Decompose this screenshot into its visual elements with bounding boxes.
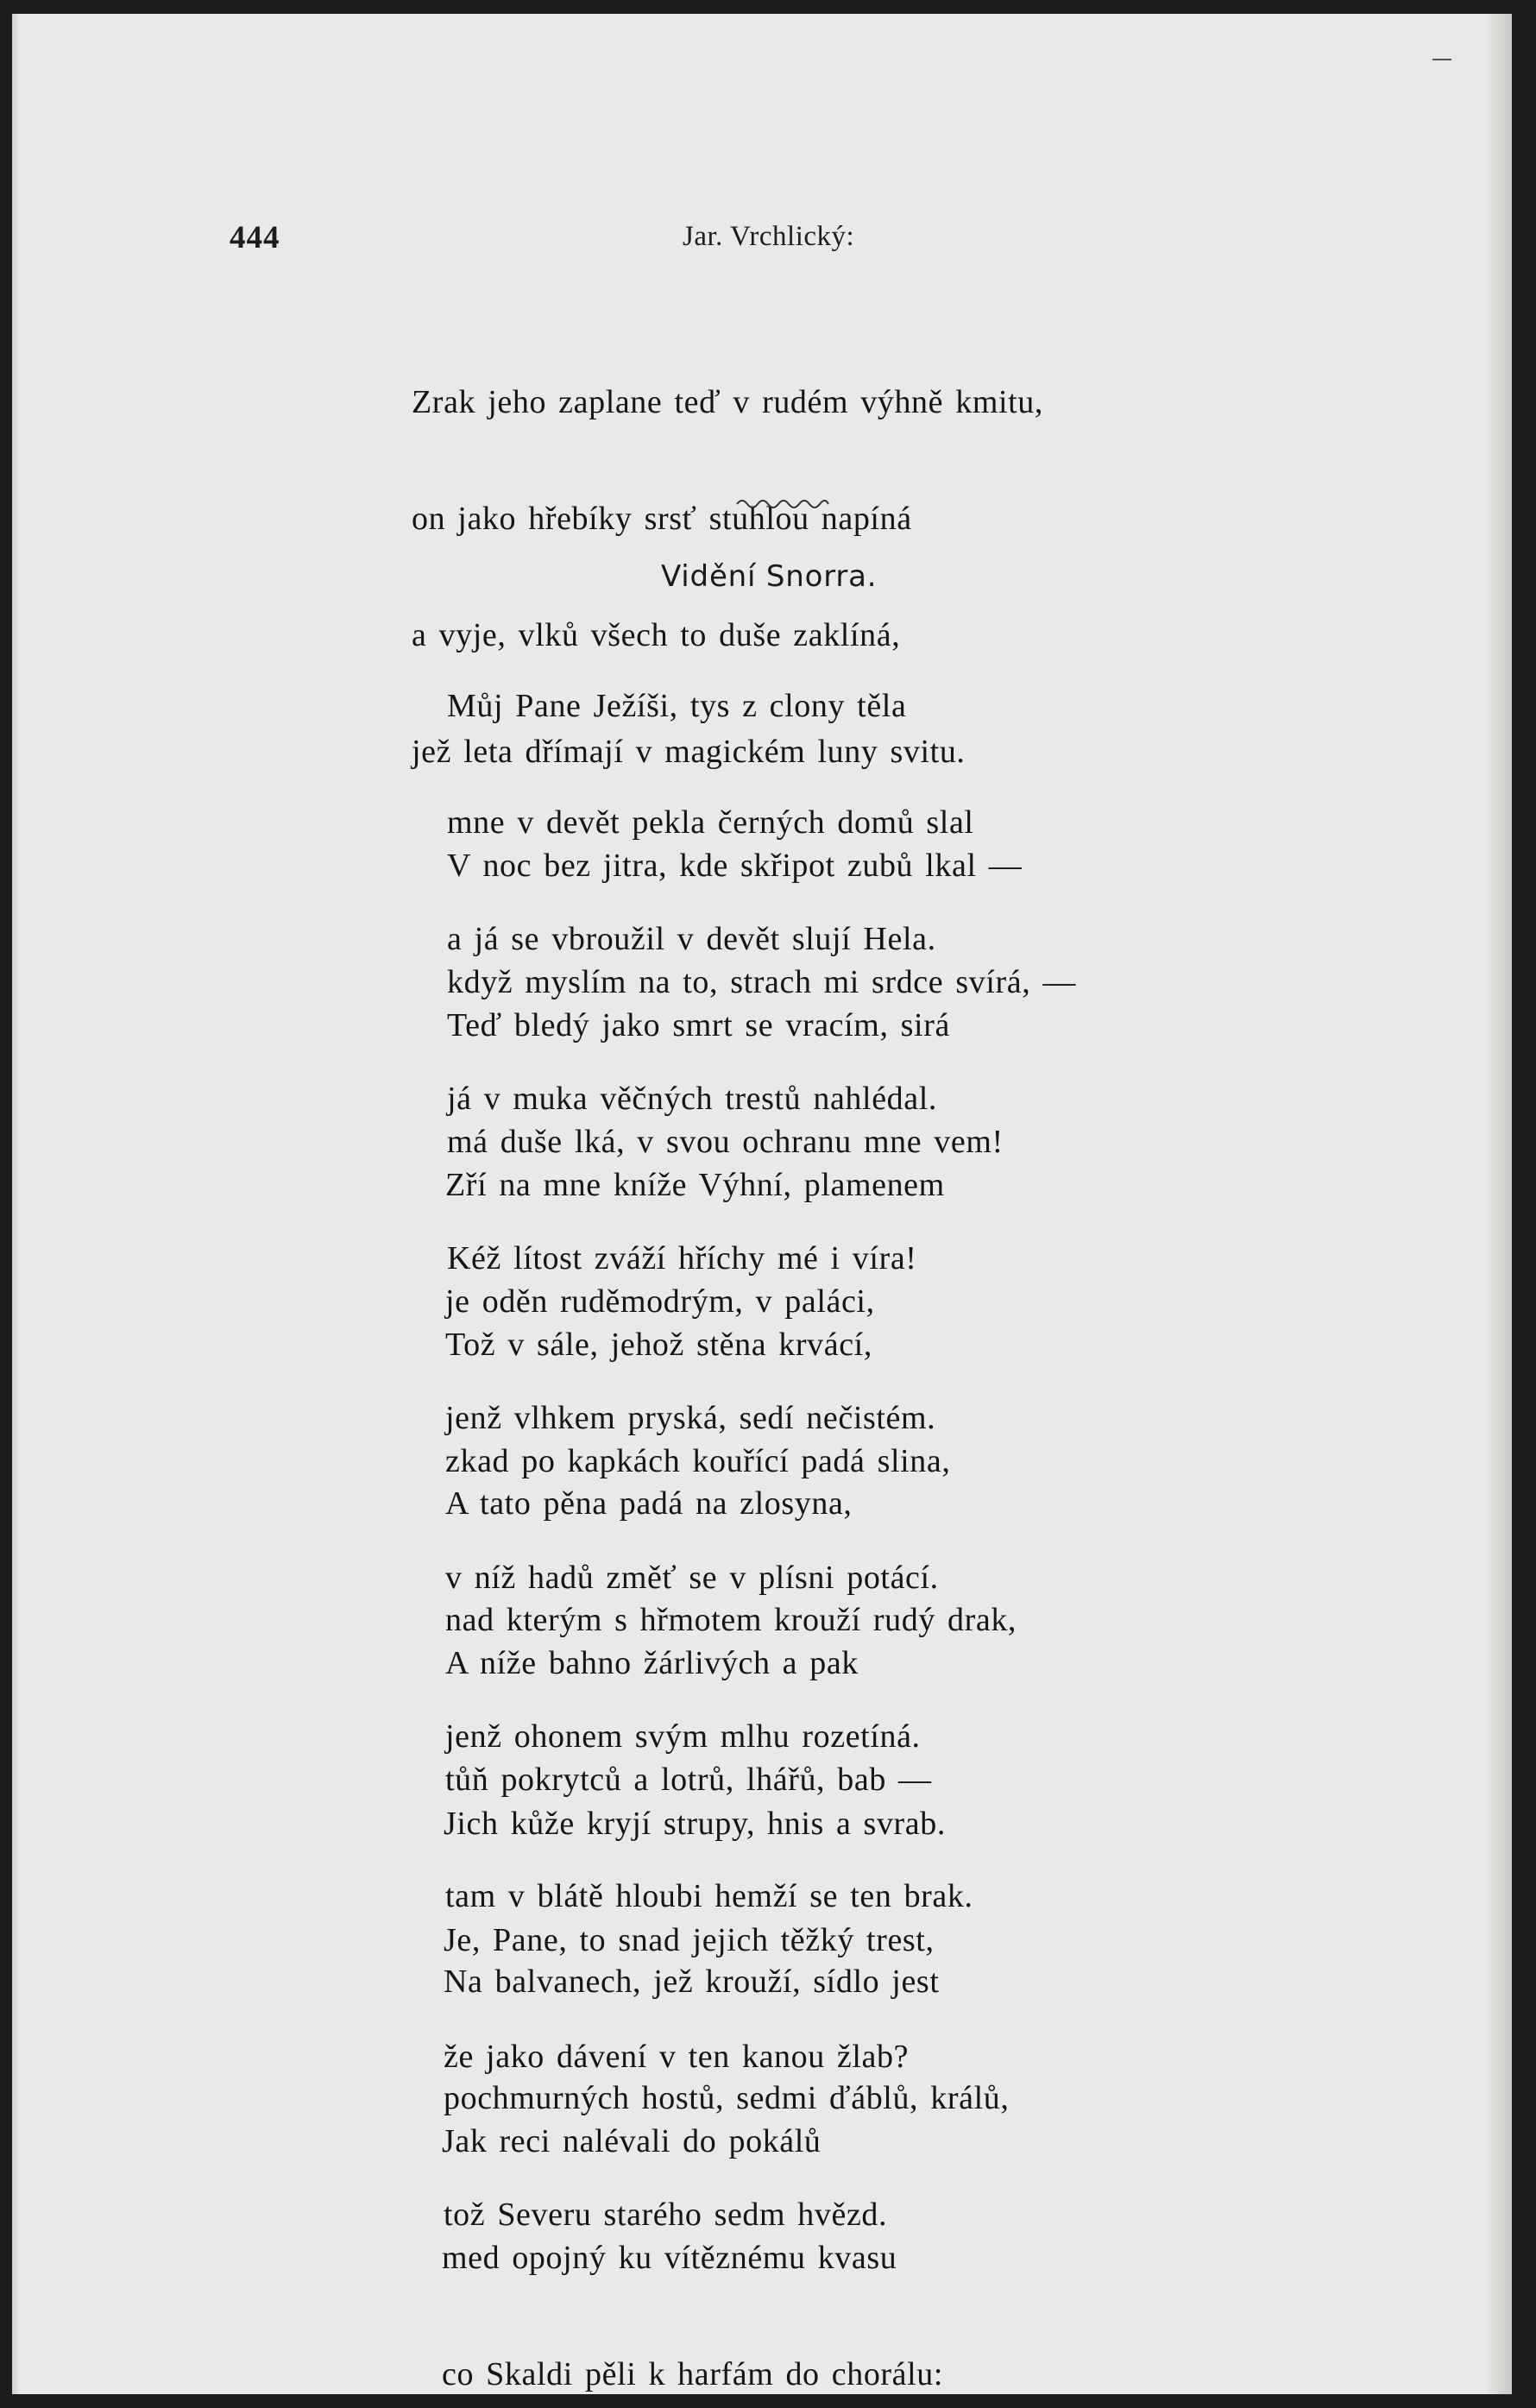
book-page	[12, 14, 1512, 2394]
verse-line: jenž vlhkem pryská, sedí nečistém.	[445, 1400, 936, 1436]
verse-line: Kéž lítost zváží hříchy mé i víra!	[447, 1240, 917, 1276]
page-edge-shadow-left	[12, 14, 21, 2394]
verse-line: co Skaldi pěli k harfám do chorálu:	[442, 2356, 944, 2392]
verse-line: má duše lká, v svou ochranu mne vem!	[447, 1124, 1004, 1160]
verse-line: V noc bez jitra, kde skřipot zubů lkal —	[447, 848, 1023, 884]
verse-line: nad kterým s hřmotem krouží rudý drak,	[445, 1602, 1017, 1638]
verse-line: zkad po kapkách kouřící padá slina,	[445, 1443, 951, 1479]
wavy-ornament-divider	[735, 495, 830, 513]
verse-line: jenž ohonem svým mlhu rozetíná.	[445, 1718, 921, 1755]
verse-line: v níž hadů změť se v plísni potácí.	[445, 1560, 939, 1596]
verse-line: když myslím na to, strach mi srdce svírá, —	[447, 964, 1076, 1000]
verse-line: Zrak jeho zaplane teď v rudém výhně kmitu,	[412, 384, 1043, 420]
verse-line: A níže bahno žárlivých a pak	[445, 1645, 859, 1681]
page-number: 444	[230, 220, 280, 255]
verse-line: mne v devět pekla černých domů slal	[447, 804, 974, 841]
running-head	[230, 219, 1179, 262]
verse-line: já v muka věčných trestů nahlédal.	[447, 1081, 937, 1117]
verse-line: a vyje, vlků všech to duše zaklíná,	[412, 617, 901, 653]
verse-line: tož Severu starého sedm hvězd.	[444, 2197, 888, 2233]
verse-line: med opojný ku vítěznému kvasu	[442, 2240, 897, 2276]
verse-line: Na balvanech, jež krouží, sídlo jest	[444, 1964, 940, 2000]
verse-line: A tato pěna padá na zlosyna,	[445, 1485, 853, 1522]
verse-line: jež leta dřímají v magickém luny svitu.	[412, 734, 966, 770]
verse-line: Jak reci nalévali do pokálů	[442, 2123, 822, 2159]
verse-line: tam v blátě hloubi hemží se ten brak.	[445, 1878, 973, 1914]
verse-line: Teď bledý jako smrt se vracím, sirá	[447, 1007, 950, 1043]
page-edge-shadow-right	[1488, 14, 1512, 2394]
verse-line: on jako hřebíky srsť stuhlou napíná	[412, 501, 912, 537]
verse-line: tůň pokrytců a lotrů, lhářů, bab —	[445, 1762, 932, 1798]
running-head-author: Jar. Vrchlický:	[683, 221, 855, 252]
verse-line: a já se vbroužil v devět slují Hela.	[447, 921, 936, 957]
verse-line: Můj Pane Ježíši, tys z clony těla	[447, 688, 907, 724]
verse-line: pochmurných hostů, sedmi ďáblů, králů,	[444, 2080, 1010, 2116]
margin-mark	[1432, 59, 1451, 60]
stanza-10	[442, 2045, 943, 2394]
verse-line: je oděn ruděmodrým, v paláci,	[445, 1283, 875, 1320]
verse-line: Tož v sále, jehož stěna krvácí,	[445, 1327, 872, 1363]
verse-line: Je, Pane, to snad jejich těžký trest,	[444, 1922, 935, 1958]
verse-line: že jako dávení v ten kanou žlab?	[444, 2039, 910, 2075]
verse-line: Zří na mne kníže Výhní, plamenem	[445, 1167, 945, 1203]
verse-line: Jich kůže kryjí strupy, hnis a svrab.	[444, 1806, 946, 1842]
poem-title: Vidění Snorra.	[661, 559, 878, 594]
